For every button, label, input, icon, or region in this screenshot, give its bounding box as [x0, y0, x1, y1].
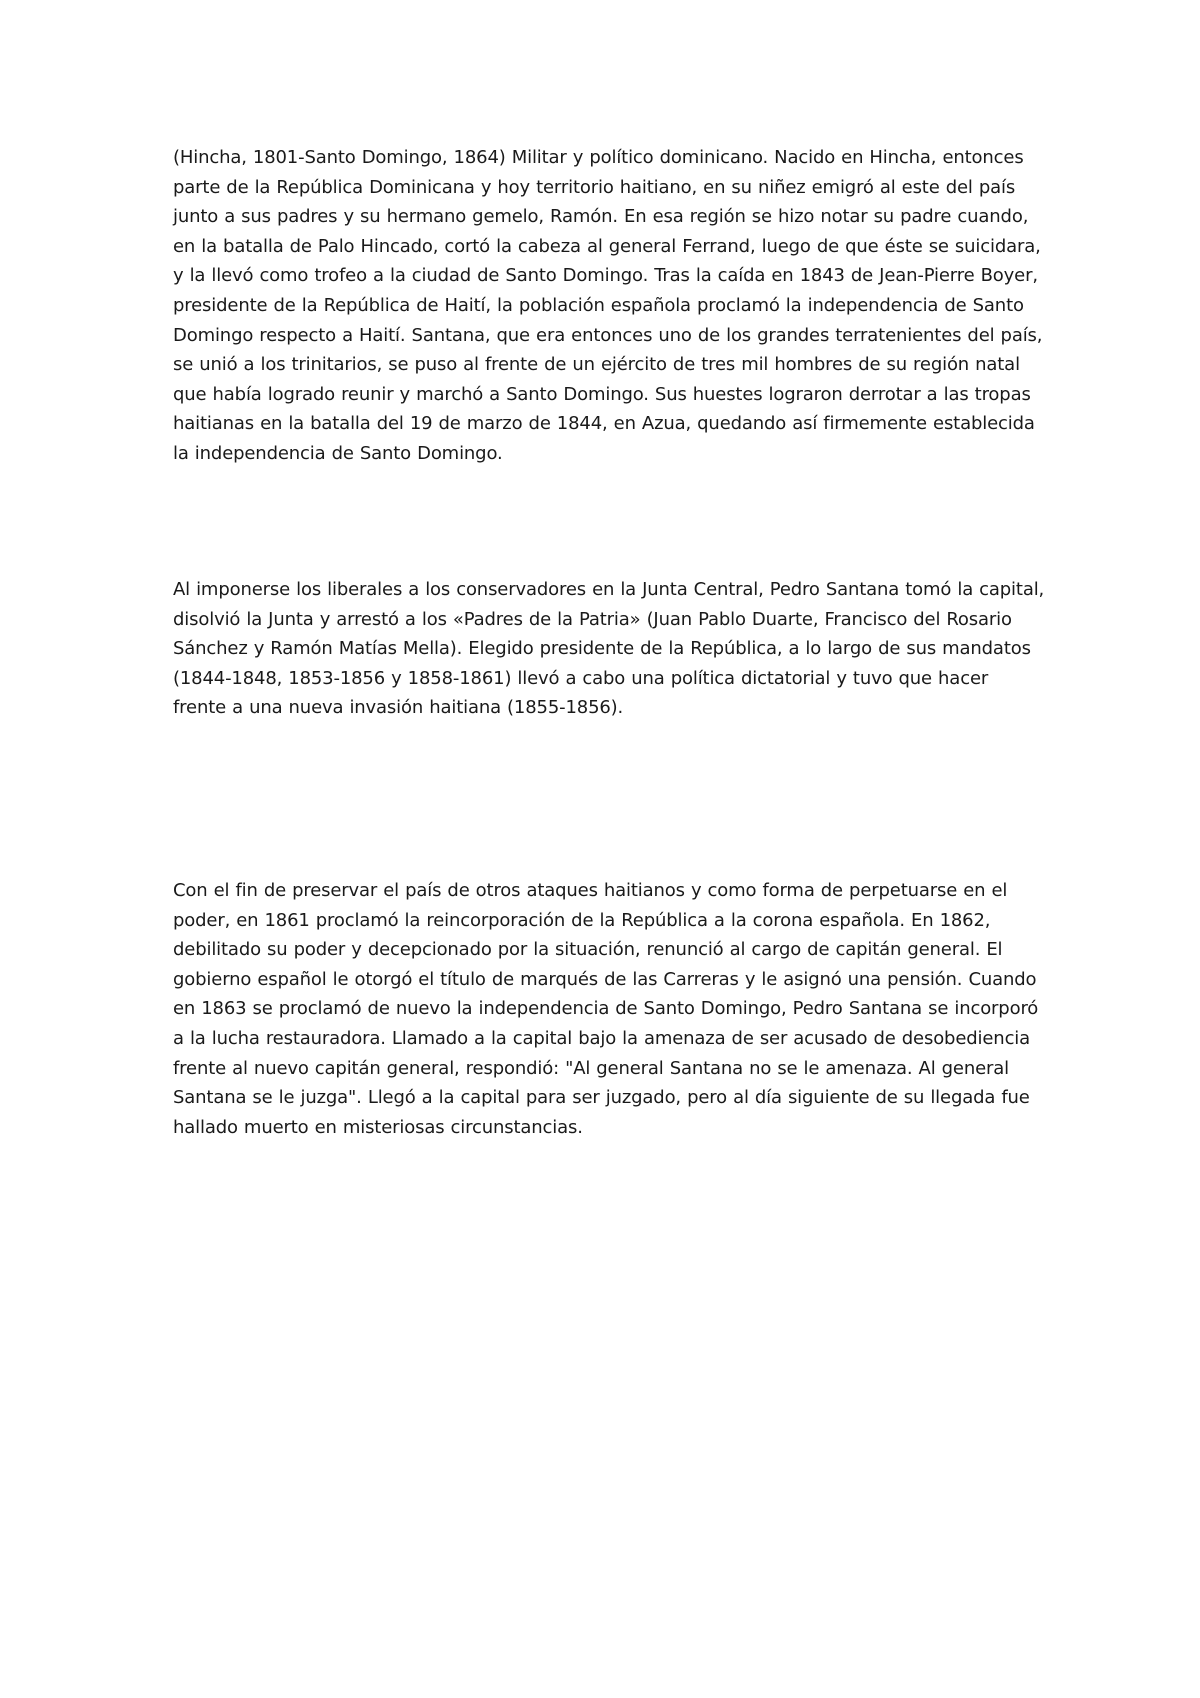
paragraph-biography-origins: (Hincha, 1801-Santo Domingo, 1864) Militar y político dominicano. Nacido en Hincha, entonces parte de la República Dominicana y hoy territorio haitiano, en su niñez emigró al este del país junto a sus padres y su hermano gemelo, Ramón. En esa región se hizo notar su padre cuando, en la batalla de Palo Hincado, cortó la cabeza al general Ferrand, luego de que éste se suicidara, y la llevó como trofeo a la ciudad de Santo Domingo. Tras la caída en 1843 de Jean-Pierre Boyer, presidente de la República de Haití, la población española proclamó la independencia de Santo Domingo respecto a Haití. Santana, que era entonces uno de los grandes terratenientes del país, se unió a los trinitarios, se puso al frente de un ejército de tres mil hombres de su región natal que había logrado reunir y marchó a Santo Domingo. Sus huestes lograron derrotar a las tropas haitianas en la batalla del 19 de marzo de 1844, en Azua, quedando así firmemente establecida la independencia de Santo Domingo.: [173, 147, 1043, 464]
paragraph-presidency: Al imponerse los liberales a los conservadores en la Junta Central, Pedro Santana tomó la capital, disolvió la Junta y arrestó a los «Padres de la Patria» (Juan Pablo Duarte, Francisco del Rosario Sánchez y Ramón Matías Mella). Elegido presidente de la República, a lo largo de sus mandatos (1844-1848, 1853-1856 y 1858-1861) llevó a cabo una política dictatorial y tuvo que hacer frente a una nueva invasión haitiana (1855-1856).: [173, 579, 1045, 719]
paragraph-annexation-death: Con el fin de preservar el país de otros ataques haitianos y como forma de perpetuarse en el poder, en 1861 proclamó la reincorporación de la República a la corona española. En 1862, debilitado su poder y decepcionado por la situación, renunció al cargo de capitán general. El gobierno español le otorgó el título de marqués de las Carreras y le asignó una pensión. Cuando en 1863 se proclamó de nuevo la independencia de Santo Domingo, Pedro Santana se incorporó a la lucha restauradora. Llamado a la capital bajo la amenaza de ser acusado de desobediencia frente al nuevo capitán general, respondió: "Al general Santana no se le amenaza. Al general Santana se le juzga". Llegó a la capital para ser juzgado, pero al día siguiente de su llegada fue hallado muerto en misteriosas circunstancias.: [173, 880, 1039, 1138]
